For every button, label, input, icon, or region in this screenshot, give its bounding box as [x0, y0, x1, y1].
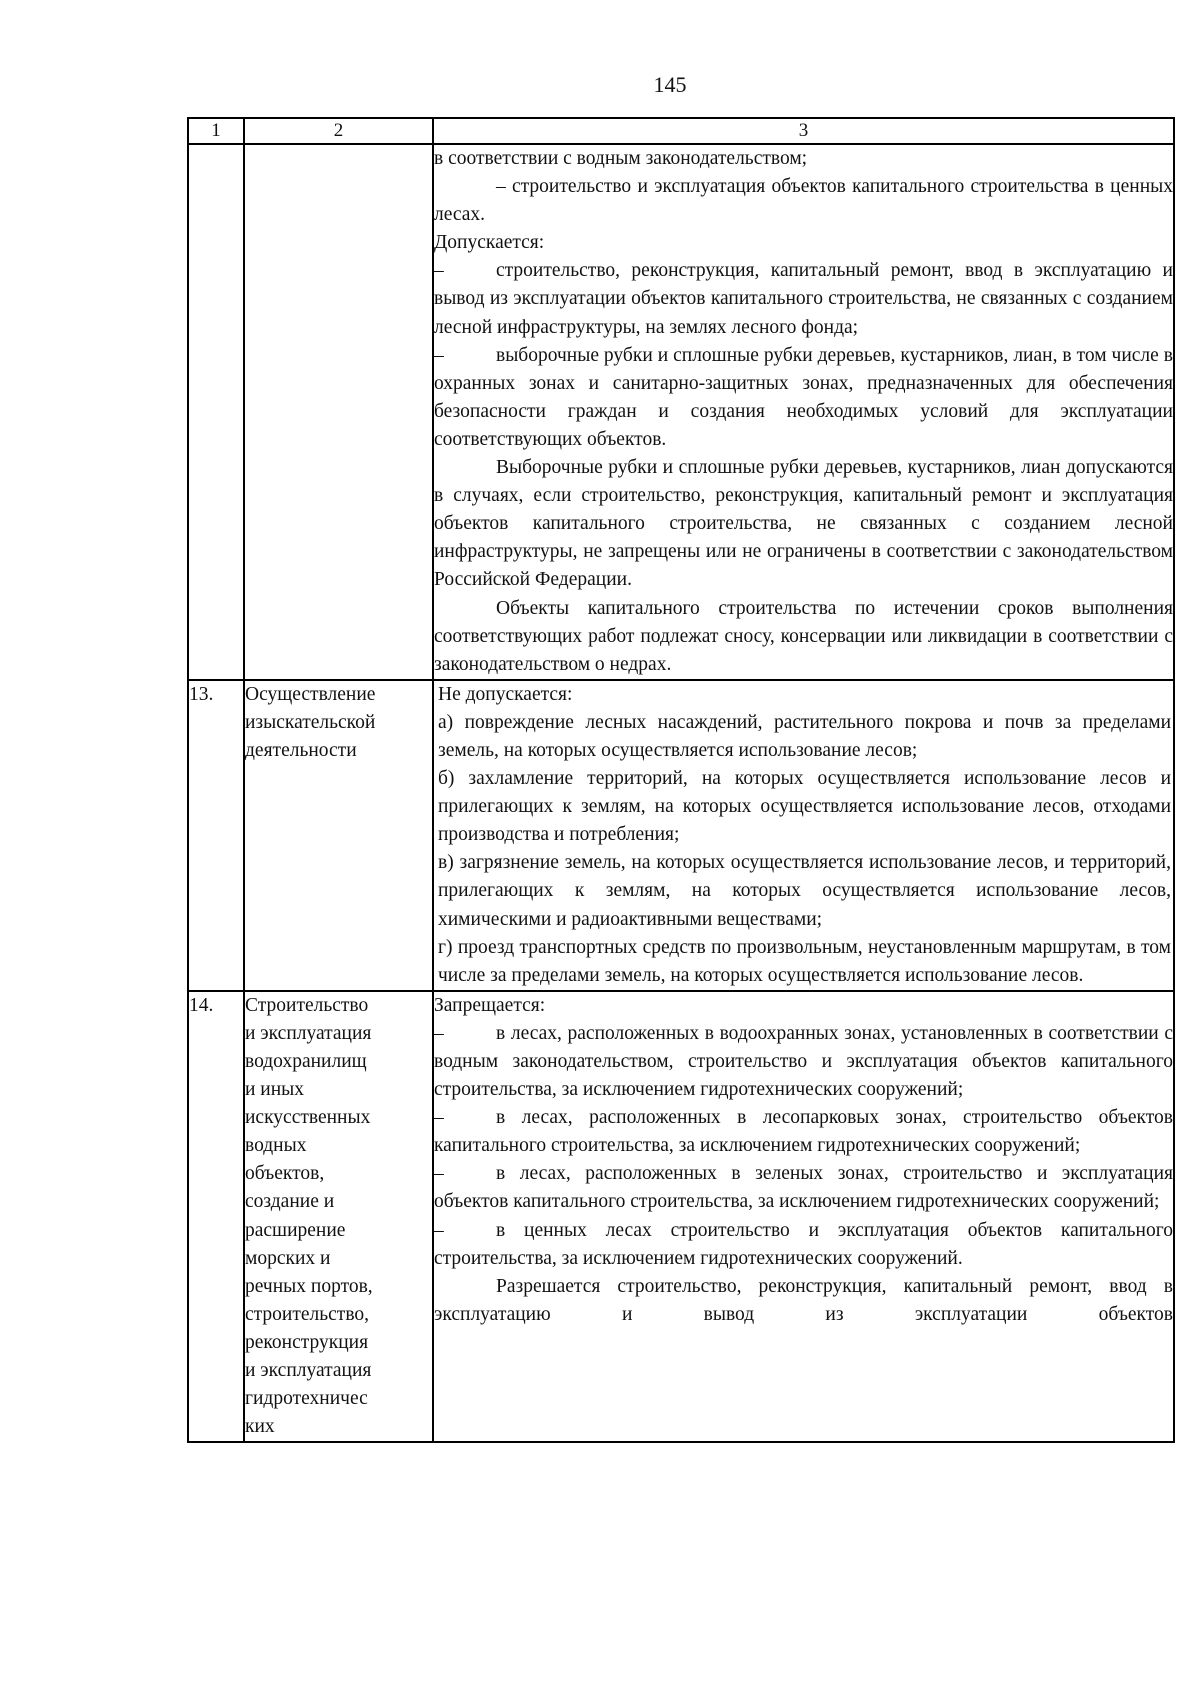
header-col-2: 2	[244, 118, 433, 144]
name-line: строительство,	[245, 1303, 370, 1325]
dash-marker: –	[434, 1107, 444, 1129]
table-row	[188, 680, 1174, 991]
name-line: искусственных	[245, 1107, 371, 1129]
list-item-text: в ценных лесах строительство и эксплуатация объектов капитального строительства, за исключением гидротехнических сооружений.	[434, 1219, 1173, 1269]
name-line: реконструкция	[245, 1331, 369, 1353]
name-line: Осуществление	[245, 683, 376, 705]
header-col-3: 3	[433, 118, 1174, 144]
dash-marker: –	[434, 1022, 444, 1044]
list-item-text: строительство, реконструкция, капитальный ремонт, ввод в эксплуатацию и вывод из эксплуатации объектов капитального строительства, не связанных с созданием лесной инфраструктуры, на землях лесного фонда;	[434, 260, 1173, 338]
paragraph: в соответствии с водным законодательством;	[434, 148, 808, 169]
name-line: объектов,	[245, 1163, 325, 1185]
row-number	[188, 144, 244, 680]
name-line: и эксплуатация	[245, 1360, 372, 1382]
paragraph: Выборочные рубки и сплошные рубки деревьев, кустарников, лиан допускаются в случаях, если строительство, реконструкция, капитальный ремонт и эксплуатация объектов капитального строительства, не связанных с созданием лесной инфраструктуры, не запрещены или не ограничены в соответствии с законодательством Российской Федерации.	[434, 457, 1173, 591]
name-line: ких	[245, 1416, 275, 1438]
table-header-row	[188, 118, 1174, 144]
dash-marker: –	[434, 344, 444, 366]
list-item	[434, 1217, 1173, 1273]
activity-name	[244, 144, 433, 680]
paragraph: Допускается:	[434, 232, 545, 254]
list-item-text: в лесах, расположенных в лесопарковых зонах, строительство объектов капитального строительства, за исключением гидротехнических сооружений;	[434, 1107, 1173, 1157]
name-line: создание и	[245, 1191, 335, 1213]
name-line: расширение	[245, 1219, 346, 1241]
page-number: 145	[653, 72, 687, 97]
dash-marker: –	[434, 1163, 444, 1185]
list-item	[434, 1104, 1173, 1160]
row-number: 13.	[188, 680, 244, 991]
table-row	[188, 991, 1174, 1443]
name-line: морских и	[245, 1247, 331, 1269]
name-line: деятельности	[245, 739, 357, 761]
activity-requirements	[433, 680, 1174, 991]
paragraph: г) проезд транспортных средств по произвольным, неустановленным маршрутам, в том числе за пределами земель, на которых осуществляется использование лесов.	[438, 936, 1171, 986]
activity-name	[244, 991, 433, 1443]
name-line: речных портов,	[245, 1275, 373, 1297]
paragraph: Запрещается:	[434, 994, 546, 1016]
regulation-table	[187, 117, 1175, 1443]
paragraph: – строительство и эксплуатация объектов капитального строительства в ценных лесах.	[434, 176, 1173, 226]
list-item-text: в лесах, расположенных в водоохранных зонах, установленных в соответствии с водным законодательством, строительство и эксплуатация объектов капитального строительства, за исключением гидротехнических сооружений;	[434, 1022, 1173, 1101]
name-line: водных	[245, 1135, 307, 1157]
header-col-1: 1	[188, 118, 244, 144]
paragraph: в) загрязнение земель, на которых осуществляется использование лесов, и территорий, прилегающих к землям, на которых осуществляется использование лесов, химическими и радиоактивными веществами;	[438, 852, 1171, 930]
dash-marker: –	[434, 260, 444, 282]
name-line: изыскательской	[245, 711, 376, 733]
activity-requirements	[433, 144, 1174, 680]
paragraph: б) захламление территорий, на которых осуществляется использование лесов и прилегающих к землям, на которых осуществляется использование лесов, отходами производства и потребления;	[438, 768, 1171, 846]
name-line: водохранилищ	[245, 1051, 367, 1072]
name-line: Строительство	[245, 994, 369, 1016]
activity-requirements	[433, 991, 1174, 1443]
paragraph: а) повреждение лесных насаждений, растительного покрова и почв за пределами земель, на которых осуществляется использование лесов;	[438, 711, 1171, 761]
activity-name	[244, 680, 433, 991]
name-line: и иных	[245, 1079, 305, 1101]
list-item	[434, 1160, 1173, 1216]
list-item	[434, 257, 1173, 341]
row-number: 14.	[188, 991, 244, 1443]
table-row	[188, 144, 1174, 680]
name-line: гидротехничес	[245, 1388, 368, 1410]
dash-marker: –	[434, 1219, 444, 1241]
paragraph: Разрешается строительство, реконструкция, капитальный ремонт, ввод в эксплуатацию и вывод из эксплуатации объектов	[434, 1275, 1173, 1325]
list-item-text: выборочные рубки и сплошные рубки деревьев, кустарников, лиан, в том числе в охранных зонах и санитарно-защитных зонах, предназначенных для обеспечения безопасности граждан и создания необходимых условий для эксплуатации соответствующих объектов.	[434, 344, 1173, 450]
list-item	[434, 342, 1173, 454]
paragraph: Объекты капитального строительства по истечении сроков выполнения соответствующих работ подлежат сносу, консервации или ликвидации в соответствии с законодательством о недрах.	[434, 597, 1173, 675]
list-item-text: в лесах, расположенных в зеленых зонах, строительство и эксплуатация объектов капитального строительства, за исключением гидротехнических сооружений;	[434, 1163, 1173, 1213]
paragraph: Не допускается:	[438, 683, 573, 705]
list-item	[434, 1020, 1173, 1104]
name-line: и эксплуатация	[245, 1022, 372, 1044]
